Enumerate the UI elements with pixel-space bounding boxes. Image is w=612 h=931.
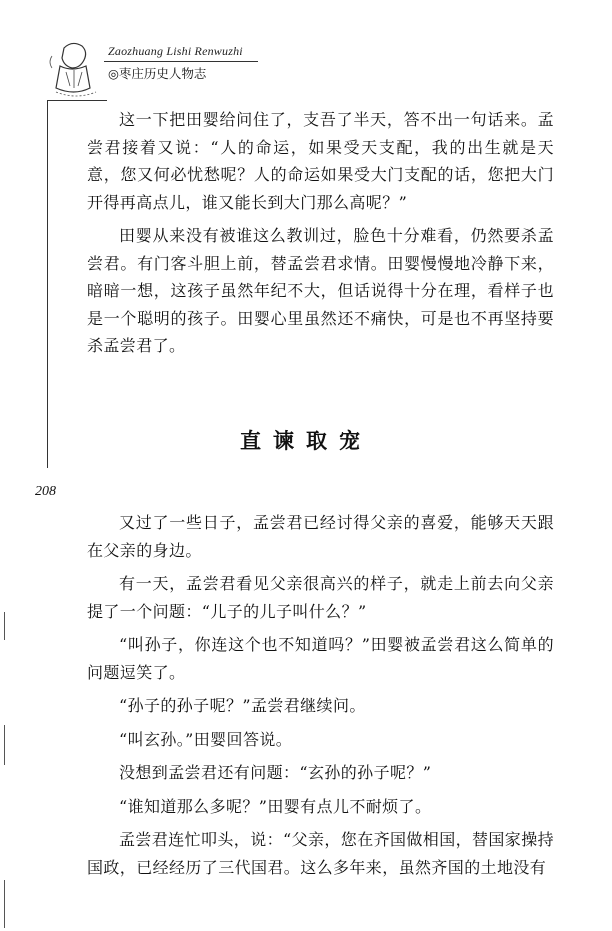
section-heading: 直谏取宠 (240, 429, 372, 453)
paragraph: 这一下把田婴给问住了，支吾了半天，答不出一句话来。孟尝君接着又说：“人的命运，如果受天支配，我的出生就是天意，您又何必忧愁呢？人的命运如果受大门支配的话，您把大门开得再高点儿，谁又能长到大门那么高呢？” (87, 110, 554, 212)
scan-edge-mark (4, 612, 5, 640)
header-rule (104, 61, 258, 62)
page-number: 208 (35, 484, 56, 499)
margin-rule-vertical (47, 100, 48, 468)
text-block-bottom (87, 509, 554, 881)
header-title-en: Zaozhuang Lishi Renwuzhi (108, 44, 243, 58)
text-block-top (87, 106, 554, 360)
paragraph: “叫玄孙。”田婴回答说。 (119, 729, 293, 749)
paragraph: 有一天，孟尝君看见父亲很高兴的样子，就走上前去向父亲提了一个问题：“儿子的儿子叫什么？” (87, 574, 554, 621)
paragraph: 田婴从来没有被谁这么教训过，脸色十分难看，仍然要杀孟尝君。有门客斗胆上前，替孟尝君求情。田婴慢慢地冷静下来，暗暗一想，这孩子虽然年纪不大，但话说得十分在理，看样子也是一个聪明的孩子。田婴心里虽然还不痛快，可是也不再坚持要杀孟尝君了。 (87, 226, 554, 355)
header-title-cn: ◎枣庄历史人物志 (108, 66, 207, 81)
margin-rule-horizontal (47, 100, 107, 101)
paragraph: “谁知道那么多呢？”田婴有点儿不耐烦了。 (119, 796, 432, 816)
paragraph: 没想到孟尝君还有问题：“玄孙的孙子呢？” (119, 763, 432, 782)
paragraph: “叫孙子，你连这个也不知道吗？”田婴被孟尝君这么简单的问题逗笑了。 (87, 635, 554, 682)
paragraph: 又过了一些日子，孟尝君已经讨得父亲的喜爱，能够天天跟在父亲的身边。 (87, 513, 554, 560)
scan-edge-mark (4, 880, 5, 928)
paragraph: “孙子的孙子呢？”孟尝君继续问。 (119, 696, 366, 715)
paragraph: 孟尝君连忙叩头，说：“父亲，您在齐国做相国，替国家操持国政，已经经历了三代国君。这么多年来，虽然齐国的土地没有 (87, 830, 554, 877)
scan-edge-mark (4, 725, 5, 765)
header-portrait-logo (44, 36, 104, 106)
